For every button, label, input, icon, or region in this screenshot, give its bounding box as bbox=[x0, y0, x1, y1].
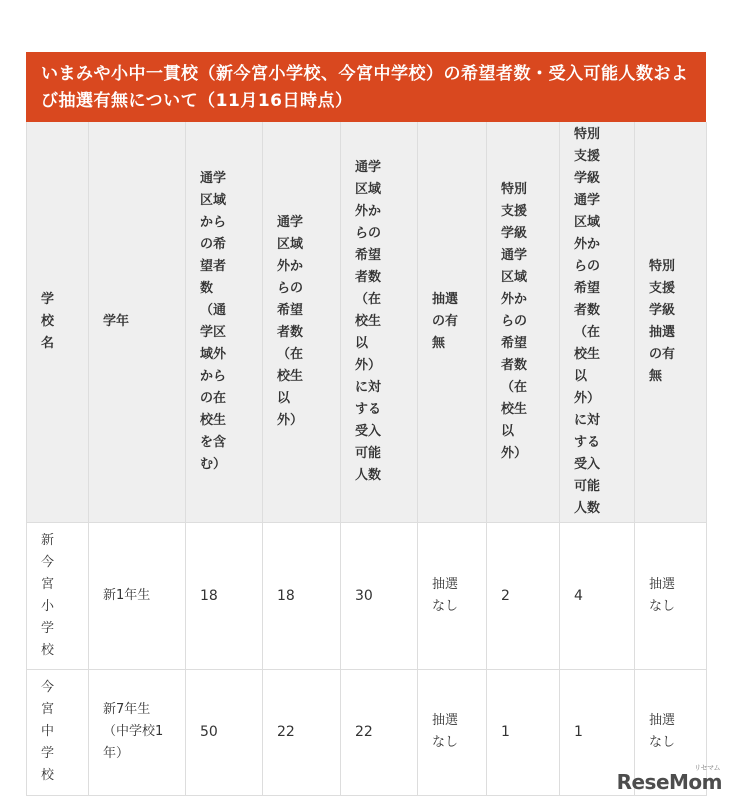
table-title: いまみや小中一貫校（新今宮小学校、今宮中学校）の希望者数・受入可能人数および抽選有無について（11月16日時点） bbox=[26, 52, 706, 122]
col-header-special-lottery: 特別支援学級抽選の有無 bbox=[635, 122, 707, 522]
cell-out-district: 22 bbox=[263, 669, 341, 795]
col-header-school: 学校名 bbox=[27, 122, 89, 522]
cell-lottery: 抽選なし bbox=[418, 669, 487, 795]
cell-special-lottery: 抽選なし bbox=[635, 522, 707, 669]
col-header-grade: 学年 bbox=[89, 122, 186, 522]
col-header-capacity: 通学区域外からの希望者数（在校生以外）に対する受入可能人数 bbox=[341, 122, 418, 522]
cell-special-out: 2 bbox=[487, 522, 560, 669]
cell-special-out: 1 bbox=[487, 669, 560, 795]
cell-in-district: 50 bbox=[186, 669, 263, 795]
cell-special-lottery: 抽選なし bbox=[635, 669, 707, 795]
col-header-lottery: 抽選の有無 bbox=[418, 122, 487, 522]
table-row bbox=[27, 669, 707, 795]
col-header-out-district: 通学区域外からの希望者数（在校生以外） bbox=[263, 122, 341, 522]
cell-grade: 新1年生 bbox=[89, 522, 186, 669]
cell-special-capacity: 4 bbox=[560, 522, 635, 669]
cell-in-district: 18 bbox=[186, 522, 263, 669]
cell-special-capacity: 1 bbox=[560, 669, 635, 795]
col-header-special-out: 特別支援学級通学区域外からの希望者数（在校生以外） bbox=[487, 122, 560, 522]
resemom-logo: リセマム ReseMom bbox=[616, 764, 722, 794]
header-row bbox=[27, 122, 707, 522]
cell-school: 今宮中学校 bbox=[27, 669, 89, 795]
data-table bbox=[26, 122, 707, 796]
col-header-in-district: 通学区域からの希望者数（通学区域外からの在校生を含む） bbox=[186, 122, 263, 522]
cell-school: 新今宮小学校 bbox=[27, 522, 89, 669]
cell-out-district: 18 bbox=[263, 522, 341, 669]
col-header-special-capacity: 特別支援学級通学区域外からの希望者数（在校生以外）に対する受入可能人数 bbox=[560, 122, 635, 522]
cell-capacity: 30 bbox=[341, 522, 418, 669]
cell-grade: 新7年生（中学校1年） bbox=[89, 669, 186, 795]
table-container bbox=[26, 52, 706, 796]
cell-capacity: 22 bbox=[341, 669, 418, 795]
table-row bbox=[27, 522, 707, 669]
cell-lottery: 抽選なし bbox=[418, 522, 487, 669]
